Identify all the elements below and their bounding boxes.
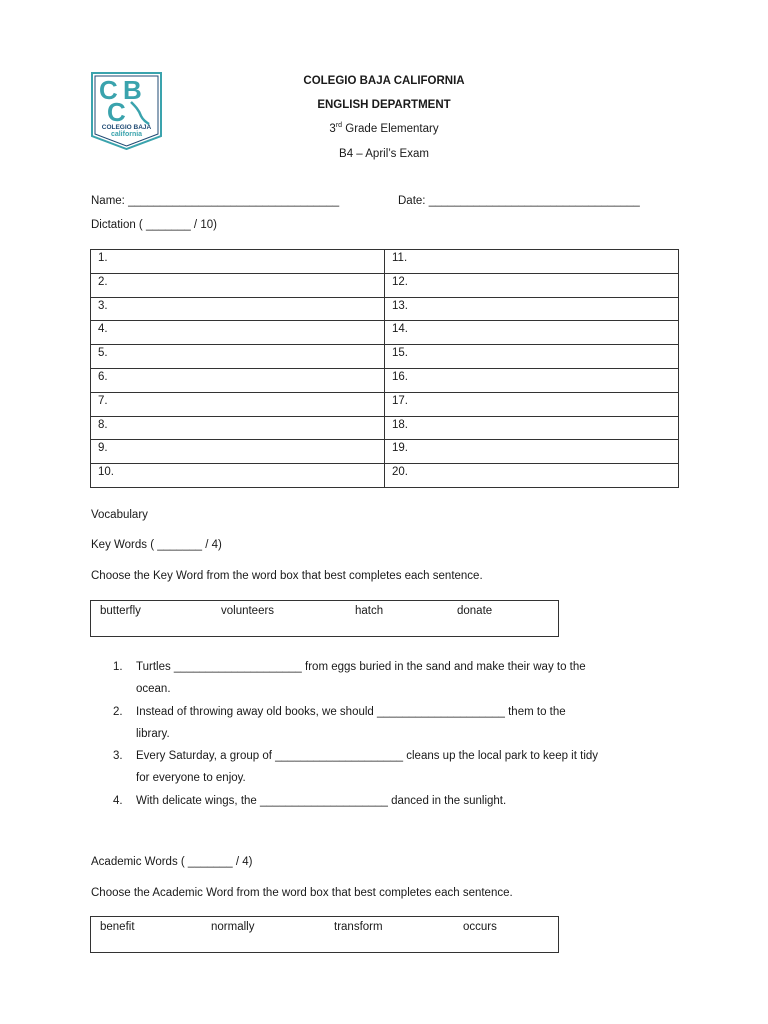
item-text-line2: ocean. xyxy=(136,683,171,695)
table-cell[interactable]: 6. xyxy=(91,368,385,392)
word-box-item: benefit xyxy=(100,921,135,933)
item-text-line1: With delicate wings, the ____________________ danced in the sunlight. xyxy=(136,795,507,807)
item-number: 4. xyxy=(113,795,123,807)
grade-level: 3rd Grade Elementary xyxy=(329,122,439,135)
table-cell[interactable]: 13. xyxy=(385,297,679,321)
table-row xyxy=(91,250,679,274)
table-cell[interactable]: 17. xyxy=(385,392,679,416)
key-words-label: Key Words ( _______ / 4) xyxy=(91,539,222,551)
word-box-item: hatch xyxy=(355,605,384,617)
item-number: 1. xyxy=(113,661,123,673)
name-line[interactable]: _________________________________ xyxy=(128,195,340,207)
table-row xyxy=(91,464,679,488)
item-text-line1: Every Saturday, a group of ____________________ cleans up the local park to keep it tidy xyxy=(136,750,599,762)
table-row xyxy=(91,368,679,392)
word-box-item: volunteers xyxy=(221,605,275,617)
department-name: ENGLISH DEPARTMENT xyxy=(317,99,451,111)
table-cell[interactable]: 15. xyxy=(385,345,679,369)
table-row xyxy=(91,392,679,416)
item-text-line2: library. xyxy=(136,728,170,740)
table-cell[interactable]: 16. xyxy=(385,368,679,392)
table-cell[interactable]: 18. xyxy=(385,416,679,440)
table-cell[interactable]: 7. xyxy=(91,392,385,416)
table-row xyxy=(91,273,679,297)
table-cell[interactable]: 14. xyxy=(385,321,679,345)
table-row xyxy=(91,440,679,464)
word-box-item: occurs xyxy=(463,921,497,933)
date-label: Date: xyxy=(398,195,426,207)
table-row xyxy=(91,416,679,440)
logo-text-line2: california xyxy=(110,131,143,138)
dictation-table xyxy=(90,249,679,488)
table-cell[interactable]: 1. xyxy=(91,250,385,274)
word-box-item: normally xyxy=(211,921,255,933)
table-cell[interactable]: 20. xyxy=(385,464,679,488)
word-box-item: butterfly xyxy=(100,605,141,617)
item-number: 3. xyxy=(113,750,123,762)
logo-letter-b: B xyxy=(123,75,142,105)
key-words-instruction: Choose the Key Word from the word box that best completes each sentence. xyxy=(91,570,483,582)
item-text-line1: Turtles ____________________ from eggs buried in the sand and make their way to the xyxy=(136,661,586,673)
school-logo xyxy=(91,72,162,150)
table-cell[interactable]: 8. xyxy=(91,416,385,440)
name-field[interactable] xyxy=(91,194,339,208)
table-cell[interactable]: 11. xyxy=(385,250,679,274)
date-field[interactable] xyxy=(398,194,640,208)
logo-letter-c2: C xyxy=(107,97,126,127)
logo-text-line1: COLEGIO BAJA xyxy=(101,124,152,131)
item-text-line2: for everyone to enjoy. xyxy=(136,772,246,784)
table-row xyxy=(91,321,679,345)
table-cell[interactable]: 5. xyxy=(91,345,385,369)
table-cell[interactable]: 4. xyxy=(91,321,385,345)
academic-words-label: Academic Words ( _______ / 4) xyxy=(91,856,253,868)
logo-letter-c1: C xyxy=(99,75,118,105)
table-cell[interactable]: 19. xyxy=(385,440,679,464)
item-text-line1: Instead of throwing away old books, we should ____________________ them to the xyxy=(136,706,566,718)
name-label: Name: xyxy=(91,195,125,207)
table-cell[interactable]: 12. xyxy=(385,273,679,297)
word-box-item: donate xyxy=(457,605,493,617)
date-line[interactable]: _________________________________ xyxy=(428,195,640,207)
word-box-item: transform xyxy=(334,921,383,933)
key-word-box xyxy=(90,600,559,637)
table-row xyxy=(91,345,679,369)
academic-word-box xyxy=(90,916,559,953)
school-name: COLEGIO BAJA CALIFORNIA xyxy=(303,75,465,87)
table-cell[interactable]: 9. xyxy=(91,440,385,464)
vocabulary-heading: Vocabulary xyxy=(91,509,148,521)
table-cell[interactable]: 2. xyxy=(91,273,385,297)
dictation-label: Dictation ( _______ / 10) xyxy=(91,219,217,231)
table-cell[interactable]: 10. xyxy=(91,464,385,488)
exam-title: B4 – April’s Exam xyxy=(339,148,429,160)
table-row xyxy=(91,297,679,321)
item-number: 2. xyxy=(113,706,123,718)
table-cell[interactable]: 3. xyxy=(91,297,385,321)
academic-words-instruction: Choose the Academic Word from the word box that best completes each sentence. xyxy=(91,887,513,899)
